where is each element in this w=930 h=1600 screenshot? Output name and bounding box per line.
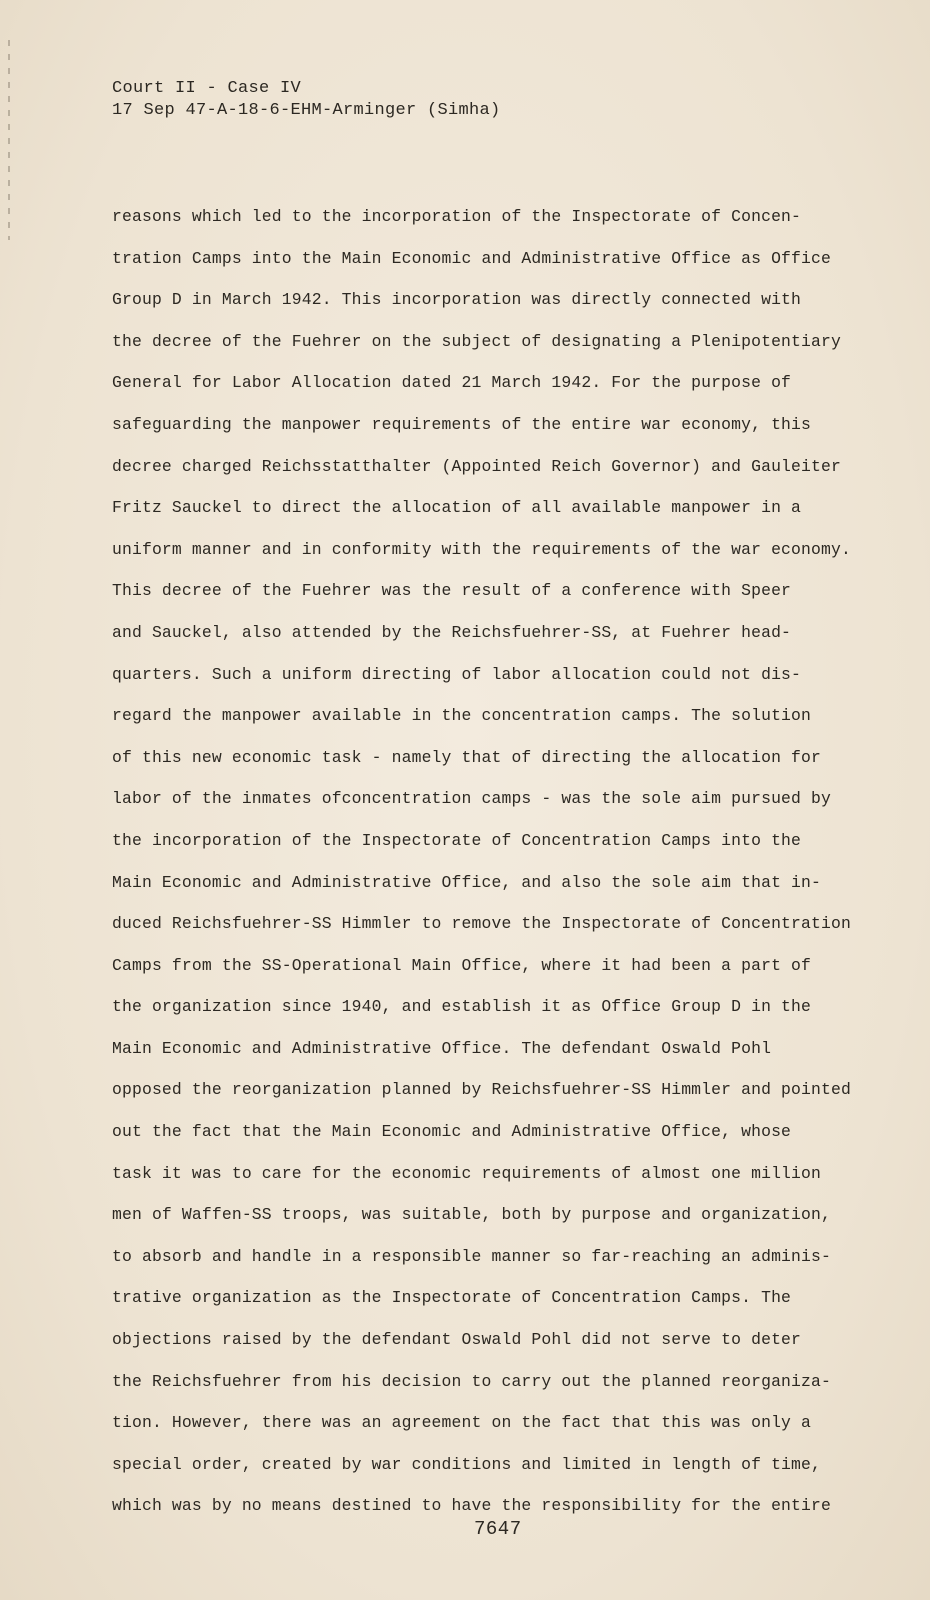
transcript-line: Group D in March 1942. This incorporation was directly connected with — [112, 290, 802, 310]
transcript-line: the organization since 1940, and establish it as Office Group D in the — [112, 997, 812, 1017]
transcript-line: decree charged Reichsstatthalter (Appointed Reich Governor) and Gauleiter — [112, 456, 841, 476]
transcript-line: men of Waffen-SS troops, was suitable, both by purpose and organization, — [112, 1205, 831, 1225]
transcript-line: reasons which led to the incorporation of the Inspectorate of Concen- — [112, 207, 802, 226]
transcript-line: Camps from the SS-Operational Main Office, where it had been a part of — [112, 955, 812, 975]
transcript-line: the decree of the Fuehrer on the subject of designating a Plenipotentiary — [112, 331, 841, 351]
transcript-line: special order, created by war conditions and limited in length of time, — [112, 1454, 822, 1474]
transcript-line: General for Labor Allocation dated 21 March 1942. For the purpose of — [112, 373, 792, 393]
transcript-reference: 17 Sep 47-A-18-6-EHM-Arminger (Simha) — [112, 101, 501, 120]
transcript-line: duced Reichsfuehrer-SS Himmler to remove the Inspectorate of Concentration — [112, 914, 851, 934]
transcript-line: task it was to care for the economic requirements of almost one million — [112, 1163, 822, 1183]
transcript-line: trative organization as the Inspectorate of Concentration Camps. The — [112, 1288, 792, 1308]
transcript-line: which was by no means destined to have the responsibility for the entire — [112, 1496, 831, 1516]
page-edge-mark — [8, 40, 10, 240]
transcript-line: out the fact that the Main Economic and Administrative Office, whose — [112, 1122, 792, 1142]
case-reference: Court II - Case IV — [112, 79, 302, 98]
transcript-line: Main Economic and Administrative Office. The defendant Oswald Pohl — [112, 1038, 772, 1058]
transcript-line: uniform manner and in conformity with the requirements of the war economy. — [112, 539, 851, 559]
transcript-line: Main Economic and Administrative Office, and also the sole aim that in- — [112, 872, 822, 892]
transcript-line: and Sauckel, also attended by the Reichsfuehrer-SS, at Fuehrer head- — [112, 622, 792, 642]
transcript-line: tration Camps into the Main Economic and Administrative Office as Office — [112, 248, 831, 268]
transcript-line: to absorb and handle in a responsible manner so far-reaching an adminis- — [112, 1246, 831, 1266]
transcript-line: the incorporation of the Inspectorate of Concentration Camps into the — [112, 830, 802, 850]
transcript-line: the Reichsfuehrer from his decision to carry out the planned reorganiza- — [112, 1371, 831, 1391]
transcript-line: quarters. Such a uniform directing of labor allocation could not dis- — [112, 664, 802, 684]
transcript-line: This decree of the Fuehrer was the result of a conference with Speer — [112, 581, 792, 601]
transcript-line: Fritz Sauckel to direct the allocation of all available manpower in a — [112, 498, 802, 518]
transcript-body — [112, 196, 882, 1527]
transcript-line: objections raised by the defendant Oswald Pohl did not serve to deter — [112, 1330, 802, 1350]
document-header — [112, 78, 501, 122]
page-number: 7647 — [474, 1518, 522, 1540]
transcript-line: tion. However, there was an agreement on the fact that this was only a — [112, 1413, 812, 1433]
transcript-line: labor of the inmates ofconcentration camps - was the sole aim pursued by — [112, 789, 831, 809]
transcript-line: regard the manpower available in the concentration camps. The solution — [112, 706, 812, 726]
transcript-line: safeguarding the manpower requirements of the entire war economy, this — [112, 414, 812, 434]
transcript-line: opposed the reorganization planned by Reichsfuehrer-SS Himmler and pointed — [112, 1080, 851, 1100]
transcript-line: of this new economic task - namely that of directing the allocation for — [112, 747, 822, 767]
